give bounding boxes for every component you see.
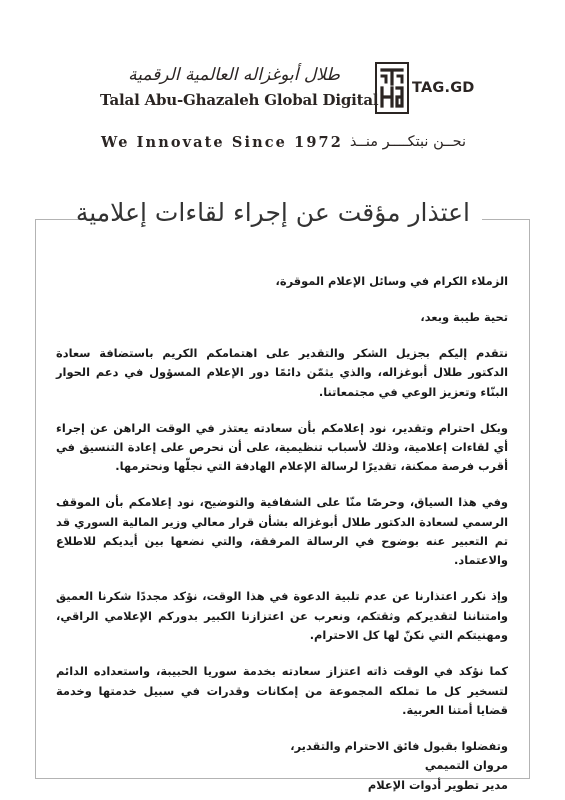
paragraph-2: وبكل احترام وتقدير، نود إعلامكم بأن سعادته يعتذر في الوقت الراهن عن إجراء أي لقاءات إعلامية، وذلك لأسباب تنظيمية، على أن نحرص على إعادة التنسيق في أقرب فرصة ممكنة، تقديرًا لرسالة الإعلام الهادفة التي نجلّها ونحترمها. bbox=[56, 420, 508, 474]
closing-line: وتفضلوا بقبول فائق الاحترام والتقدير، bbox=[290, 738, 508, 753]
paragraph-1: نتقدم إليكم بجزيل الشكر والتقدير على اهتمامكم الكريم باستضافة سعادة الدكتور طلال أبوغزاله، والذي يثمّن دائمًا دور الإعلام المسؤول في دعم الحوار البنّاء وتعزيز الوعي في مجتمعاتنا. bbox=[56, 345, 508, 399]
greeting: تحية طيبة وبعد، bbox=[420, 309, 508, 324]
company-name-english: Talal Abu-Ghazaleh Global Digital bbox=[100, 91, 379, 109]
signatory-title: مدير تطوير أدوات الإعلام bbox=[367, 777, 508, 792]
company-name-arabic: طلال أبوغزاله العالمية الرقمية bbox=[128, 65, 340, 85]
paragraph-3: وفي هذا السياق، وحرصًا منّا على الشفافية والتوضيح، نود إعلامكم بأن الموقف الرسمي لسعادة الدكتور طلال أبوغزاله بشأن قرار معالي وزير المالية السوري قد تم التعبير عنه بوضوح في الرسالة المرفقة، والتي نضعها بين أيديكم للاطلاع والاعتماد. bbox=[56, 495, 508, 568]
frame-top-right bbox=[482, 219, 530, 220]
paragraph-5: كما نؤكد في الوقت ذاته اعتزاز سعادته بخدمة سوريا الحبيبة، واستعداده الدائم لتسخير كل ما تملكه المجموعة من إمكانات وقدرات في سبيل خدمتها وخدمة قضايا أمتنا العربية. bbox=[56, 664, 508, 717]
tag-logo-icon bbox=[375, 62, 409, 114]
document-headline: اعتذار مؤقت عن إجراء لقاءات إعلامية bbox=[75, 198, 470, 227]
signatory-name: مروان التميمي bbox=[424, 758, 508, 773]
letter-body bbox=[56, 272, 508, 795]
frame-right bbox=[529, 219, 530, 779]
frame-left bbox=[35, 219, 36, 779]
salutation: الزملاء الكرام في وسائل الإعلام الموقرة، bbox=[275, 274, 508, 288]
slogan-arabic: نحــن نبتكــــر منــذ bbox=[349, 134, 466, 150]
paragraph-4: وإذ نكرر اعتذارنا عن عدم تلبية الدعوة في هذا الوقت، نؤكد مجددًا شكرنا العميق وامتناننا لتقديركم وثقتكم، ونعرب عن اعتزازنا الكبير بدوركم الإعلامي الراقي، ومهنيتكم التي نكنّ لها كل الاحترام. bbox=[56, 589, 508, 643]
slogan-english: We Innovate Since 1972 bbox=[101, 134, 343, 151]
brand-tag-gd: TAG.GD bbox=[412, 80, 475, 96]
